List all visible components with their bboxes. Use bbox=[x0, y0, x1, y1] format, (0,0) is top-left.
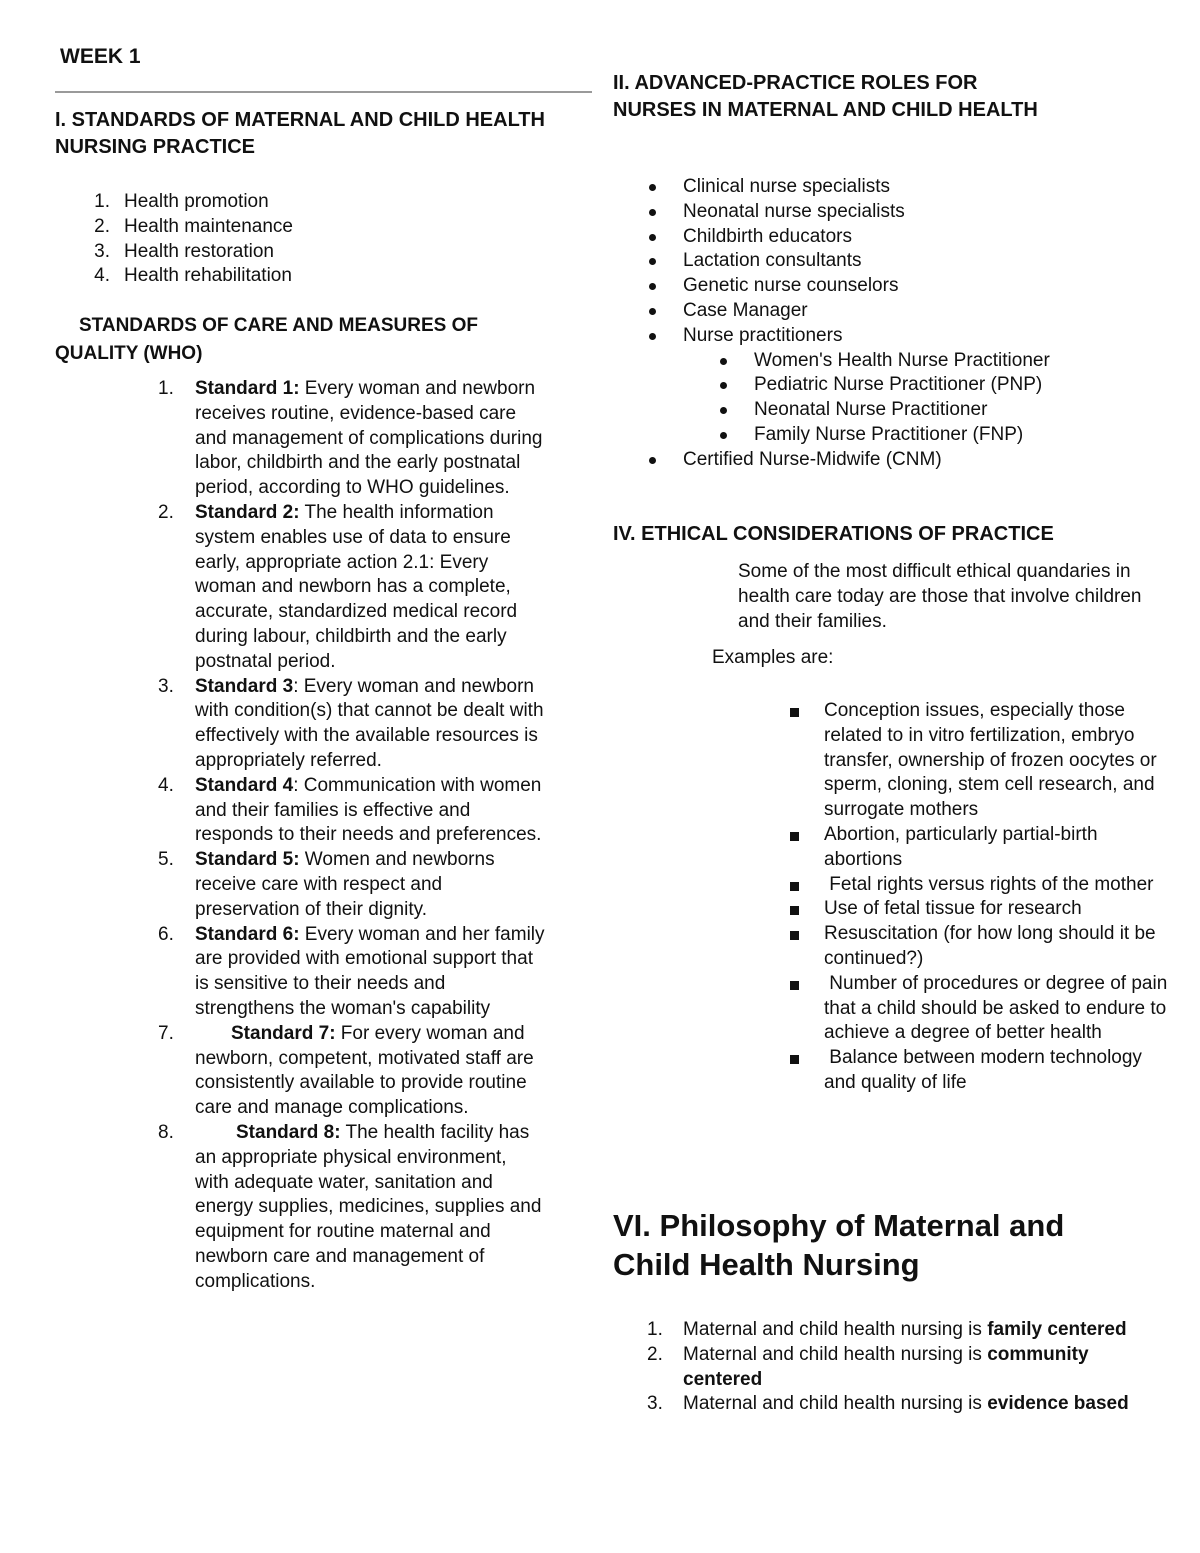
standard-item: 4. Standard 4: Communication with women and their families is effective and responds to their needs and preferences. bbox=[158, 774, 542, 846]
ethics-intro: Some of the most difficult ethical quandaries in health care today are those that involve children and their families. bbox=[738, 561, 1142, 632]
list-item: Nurse practitioners bbox=[613, 324, 1173, 349]
philosophy-list bbox=[613, 1318, 1158, 1417]
standard-item: 1. Standard 1: Every woman and newborn receives routine, evidence-based care and management of complications during labor, childbirth and the early postnatal period, according to WHO guidelines. bbox=[158, 378, 543, 499]
roles-list bbox=[613, 175, 1173, 473]
list-item: 2. Maternal and child health nursing is community centered bbox=[647, 1343, 1089, 1390]
divider bbox=[55, 91, 592, 93]
list-item: Number of procedures or degree of pain that a child should be asked to endure to achieve a degree of better health bbox=[788, 972, 1168, 1046]
standard-item: 2. Standard 2: The health information system enables use of data to ensure early, appropriate action 2.1: Every woman and newborn has a complete, accurate, standardized medical record during labour, childbirth and the early postnatal period. bbox=[158, 501, 518, 672]
standard-item: 3. Standard 3: Every woman and newborn with condition(s) that cannot be dealt with effectively with the available resources is appropriately referred. bbox=[158, 675, 544, 771]
list-item: Balance between modern technology and quality of life bbox=[788, 1046, 1168, 1096]
list-item: Abortion, particularly partial-birth abortions bbox=[788, 823, 1168, 873]
list-item: Genetic nurse counselors bbox=[613, 274, 1173, 299]
section6-heading: VI. Philosophy of Maternal and Child Health Nursing bbox=[613, 1208, 1065, 1282]
standard-item: 5. Standard 5: Women and newborns receive care with respect and preservation of their dignity. bbox=[158, 849, 495, 920]
list-item: Use of fetal tissue for research bbox=[788, 897, 1168, 922]
week-label: WEEK 1 bbox=[60, 45, 141, 68]
standard-item: 8. Standard 8: The health facility has an appropriate physical environment, with adequate water, sanitation and energy supplies, medicines, supplies and equipment for routine maternal and newborn care and management of complications. bbox=[158, 1121, 542, 1292]
standards-list bbox=[150, 377, 545, 1294]
sub-list-item: Pediatric Nurse Practitioner (PNP) bbox=[613, 373, 1173, 398]
list-item: Fetal rights versus rights of the mother bbox=[788, 873, 1168, 898]
sub-list-item: Family Nurse Practitioner (FNP) bbox=[613, 423, 1173, 448]
list-item: Childbirth educators bbox=[613, 225, 1173, 250]
list-item: Certified Nurse-Midwife (CNM) bbox=[613, 448, 1173, 473]
examples-label: Examples are: bbox=[712, 647, 834, 668]
section2-heading: II. ADVANCED-PRACTICE ROLES FOR NURSES IN MATERNAL AND CHILD HEALTH bbox=[613, 72, 1038, 121]
list-item: Clinical nurse specialists bbox=[613, 175, 1173, 200]
list-item: 4. Health rehabilitation bbox=[94, 265, 292, 287]
list-item: 3. Maternal and child health nursing is evidence based bbox=[647, 1393, 1129, 1415]
list-item: 1. Maternal and child health nursing is family centered bbox=[647, 1319, 1127, 1340]
list-item: Conception issues, especially those related to in vitro fertilization, embryo transfer, ownership of frozen oocytes or sperm, cloning, stem cell research, and surrogate mothers bbox=[788, 699, 1168, 823]
sub-list-item: Neonatal Nurse Practitioner bbox=[613, 398, 1173, 423]
list-item: Neonatal nurse specialists bbox=[613, 200, 1173, 225]
list-item: 1. Health promotion bbox=[94, 191, 269, 212]
standard-item: 6. Standard 6: Every woman and her family are provided with emotional support that is sensitive to their needs and strengthens the woman's capability bbox=[158, 923, 545, 1019]
section1-heading: I. STANDARDS OF MATERNAL AND CHILD HEALTH NURSING PRACTICE bbox=[55, 109, 545, 158]
sub-list-item: Women's Health Nurse Practitioner bbox=[613, 349, 1173, 374]
examples-list bbox=[788, 699, 1173, 1096]
list-item: Lactation consultants bbox=[613, 249, 1173, 274]
list-item: Case Manager bbox=[613, 299, 1173, 324]
standards-subheading: STANDARDS OF CARE AND MEASURES OF QUALITY (WHO) bbox=[55, 315, 479, 364]
standard-item: 7. Standard 7: For every woman and newborn, competent, motivated staff are consistently available to provide routine care and manage complications. bbox=[158, 1022, 534, 1119]
list-item: 3. Health restoration bbox=[94, 240, 274, 262]
section4-heading: IV. ETHICAL CONSIDERATIONS OF PRACTICE bbox=[613, 523, 1054, 545]
list-item: 2. Health maintenance bbox=[94, 215, 293, 237]
section1-list bbox=[55, 190, 555, 289]
list-item: Resuscitation (for how long should it be continued?) bbox=[788, 922, 1168, 972]
